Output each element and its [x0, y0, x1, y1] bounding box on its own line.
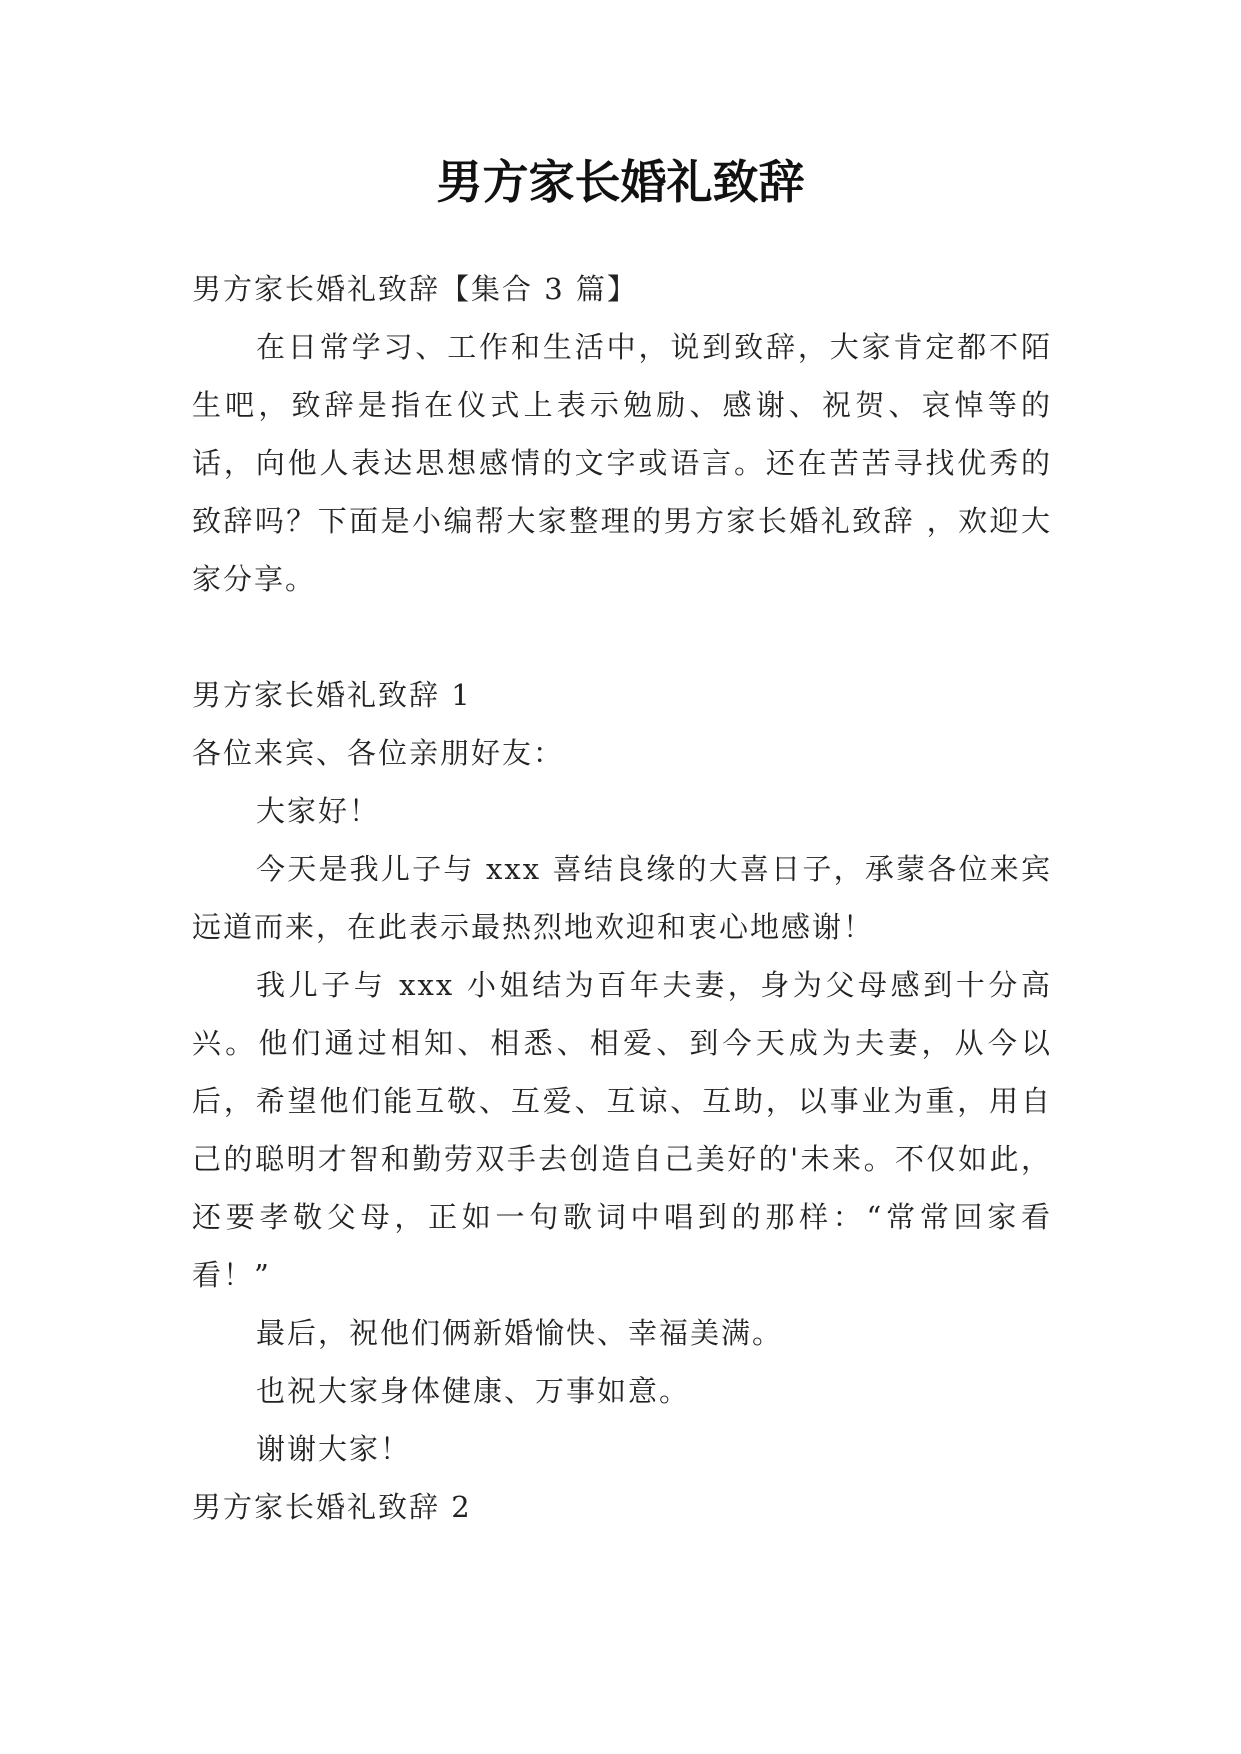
document-title: 男方家长婚礼致辞 — [436, 155, 805, 209]
section-1-heading: 男方家长婚礼致辞 1 — [192, 678, 472, 712]
section-1-paragraph: 最后，祝他们俩新婚愉快、幸福美满。 — [256, 1316, 784, 1350]
section-1-paragraph: 也祝大家身体健康、万事如意。 — [256, 1374, 691, 1408]
section-1-closing: 谢谢大家！ — [256, 1432, 412, 1466]
section-1-salutation: 各位来宾、各位亲朋好友： — [192, 736, 565, 770]
section-spacer — [192, 608, 1052, 666]
document-body — [192, 260, 1052, 1536]
document-subtitle: 男方家长婚礼致辞【集合 3 篇】 — [192, 272, 638, 306]
section-1-paragraph: 我儿子与 xxx 小姐结为百年夫妻，身为父母感到十分高兴。他们通过相知、相悉、相爱、到今天成为夫妻，从今以后，希望他们能互敬、互爱、互谅、互助，以事业为重，用自己的聪明才智和勤劳双手去创造自己美好的'未来。不仅如此，还要孝敬父母，正如一句歌词中唱到的那样：“常常回家看看！” — [192, 968, 1052, 1292]
section-2-heading: 男方家长婚礼致辞 2 — [192, 1490, 472, 1524]
intro-paragraph: 在日常学习、工作和生活中，说到致辞，大家肯定都不陌生吧，致辞是指在仪式上表示勉励、感谢、祝贺、哀悼等的话，向他人表达思想感情的文字或语言。还在苦苦寻找优秀的致辞吗？下面是小编帮大家整理的男方家长婚礼致辞 ，欢迎大家分享。 — [192, 330, 1052, 596]
section-1-greeting: 大家好！ — [256, 794, 381, 828]
section-1-paragraph: 今天是我儿子与 xxx 喜结良缘的大喜日子，承蒙各位来宾远道而来，在此表示最热烈地欢迎和衷心地感谢！ — [192, 852, 1052, 944]
